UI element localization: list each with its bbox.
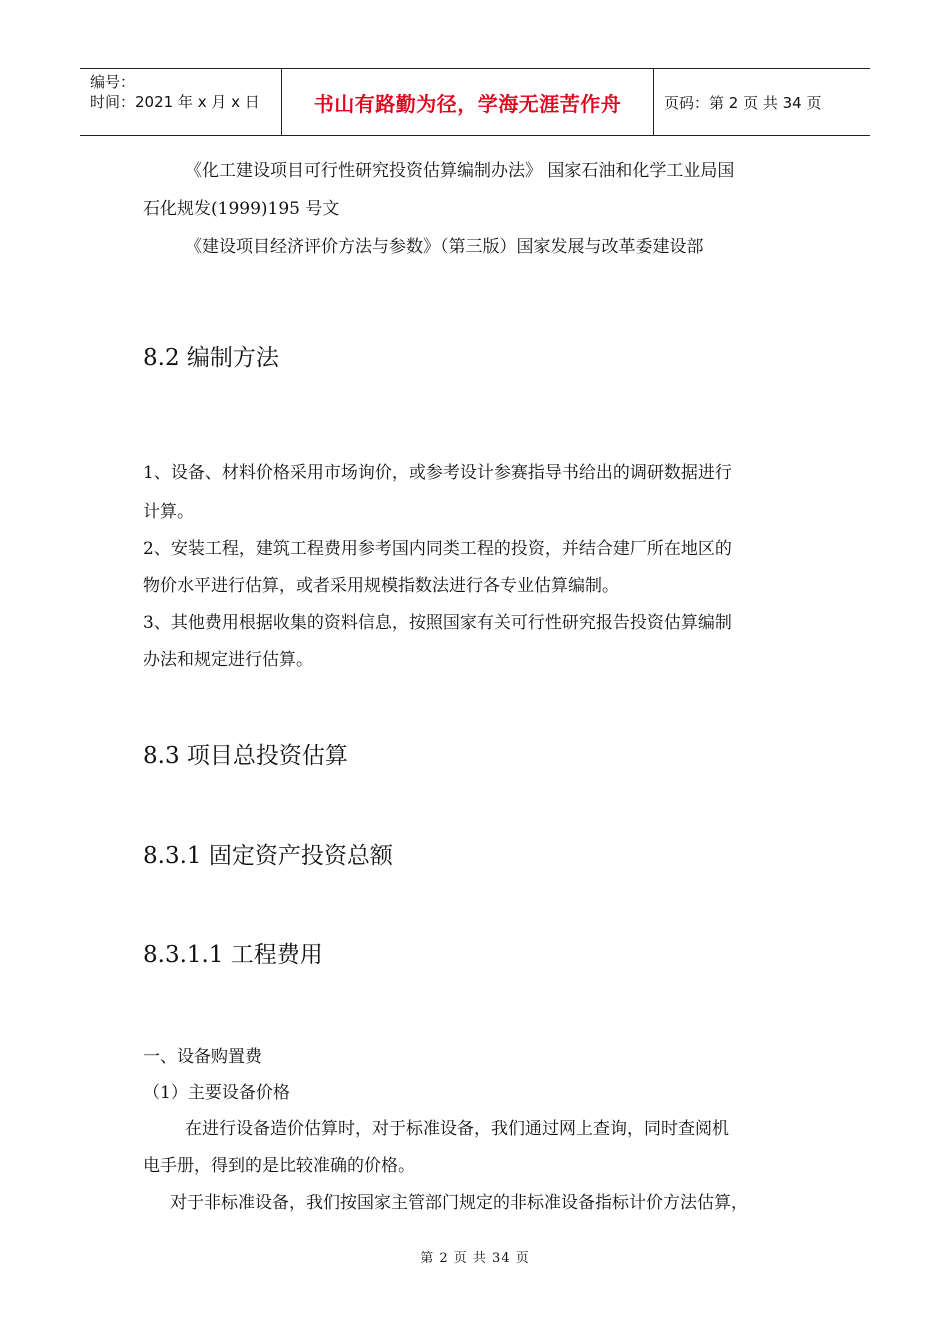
method-2-line-1: 2、安装工程，建筑工程费用参考国内同类工程的投资，并结合建厂所在地区的 (143, 539, 732, 559)
method-3-line-1: 3、其他费用根据收集的资料信息，按照国家有关可行性研究报告投资估算编制 (143, 613, 732, 633)
header-meta (80, 69, 282, 135)
method-2-line-2: 物价水平进行估算，或者采用规模指数法进行各专业估算编制。 (143, 576, 619, 596)
page-header (80, 68, 870, 136)
paragraph-1-line-1: 在进行设备造价估算时，对于标准设备，我们通过网上查询，同时查阅机 (185, 1119, 729, 1139)
heading-8-2: 8.2 编制方法 (143, 345, 279, 371)
subsection-main-equipment-price: （1）主要设备价格 (143, 1083, 290, 1103)
heading-8-3-1: 8.3.1 固定资产投资总额 (143, 843, 393, 869)
reference-1-line-2: 石化规发(1999)195 号文 (143, 199, 340, 219)
reference-1-line-1: 《化工建设项目可行性研究投资估算编制办法》 国家石油和化学工业局国 (185, 161, 735, 181)
header-date: 时间：2021 年 x 月 x 日 (90, 93, 260, 111)
header-motto: 书山有路勤为径，学海无涯苦作舟 (282, 69, 654, 135)
method-3-line-2: 办法和规定进行估算。 (143, 650, 313, 670)
method-1-line-2: 计算。 (143, 502, 194, 522)
method-1-line-1: 1、设备、材料价格采用市场询价，或参考设计参赛指导书给出的调研数据进行 (143, 463, 732, 483)
reference-2: 《建设项目经济评价方法与参数》（第三版）国家发展与改革委建设部 (185, 237, 704, 257)
page-footer: 第 2 页 共 34 页 (420, 1251, 530, 1266)
section-equipment-purchase: 一、设备购置费 (143, 1047, 262, 1067)
heading-8-3-1-1: 8.3.1.1 工程费用 (143, 942, 323, 968)
code-label: 编号： (90, 73, 136, 91)
paragraph-1-line-2: 电手册，得到的是比较准确的价格。 (143, 1156, 415, 1176)
header-page-info: 页码：第 2 页 共 34 页 (664, 93, 822, 112)
heading-8-3: 8.3 项目总投资估算 (143, 743, 348, 769)
paragraph-2-line-1: 对于非标准设备，我们按国家主管部门规定的非标准设备指标计价方法估算， (170, 1193, 748, 1213)
